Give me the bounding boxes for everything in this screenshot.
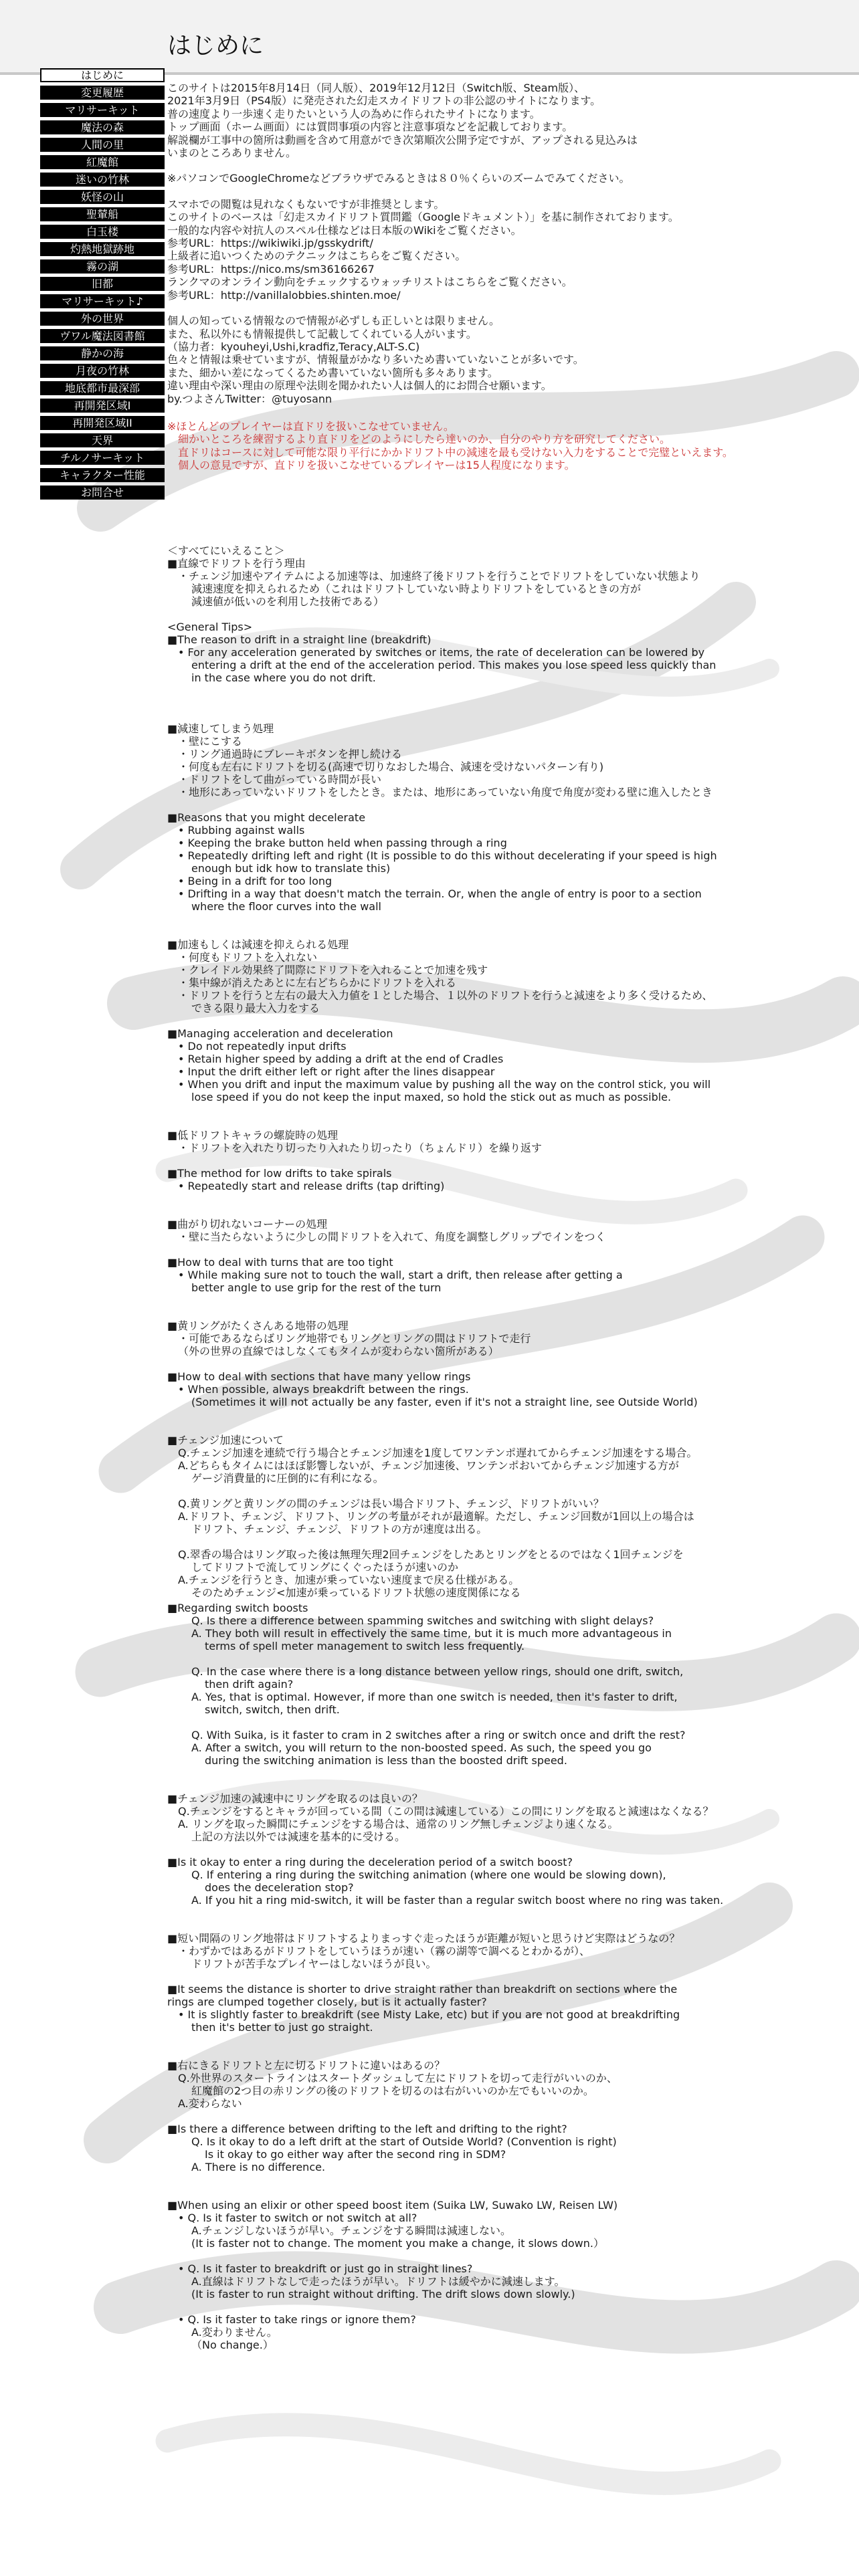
text-line: • It is slightly faster to breakdrift (see Misty Lake, etc) but if you are not good at breakdrifting bbox=[178, 2008, 680, 2021]
text-line: このサイトのベースは「幻走スカイドリフト質問鑑（Googleドキュメント）」を基に制作されております。 bbox=[167, 211, 679, 224]
sidebar-item[interactable]: はじめに bbox=[40, 68, 165, 82]
text-line: ゲージ消費量的に圧倒的に有利になる。 bbox=[191, 1472, 384, 1485]
text-line: 直ドリはコースに対して可能な限り平行にかかドリフト中の減速を最も受けない入力をすることで完璧といえます。 bbox=[178, 445, 733, 459]
text-line: better angle to use grip for the rest of the turn bbox=[191, 1281, 442, 1294]
text-line: (It is faster not to change. The moment you make a change, it slows down.） bbox=[191, 2237, 604, 2250]
text-line: Q.チェンジ加速を連続で行う場合とチェンジ加速を1度してワンテンポ遅れてからチェンジ加速をする場合。 bbox=[178, 1446, 698, 1459]
section-heading: ■黄リングがたくさんある地帯の処理 bbox=[167, 1319, 349, 1332]
spacer bbox=[167, 2110, 836, 2123]
text-line: • Keeping the brake button held when passing through a ring bbox=[178, 837, 507, 849]
section-heading: ■短い間隔のリング地帯はドリフトするよりまっすぐ走ったほうが距離が短いと思うけど実際はどうなの？ bbox=[167, 1932, 680, 1945]
text-line: ・集中線が消えたあとに左右どちらかにドリフトを入れる bbox=[178, 976, 457, 989]
text-line: （協力者：kyouheyi,Ushi,kradfiz,Teracy,ALT-S.C) bbox=[167, 340, 420, 353]
sidebar-item[interactable]: 再開発区域II bbox=[40, 416, 165, 430]
text-line: A.どちらもタイムにはほぼ影響しないが、チェンジ加速後、ワンテンポおいてからチェンジ加速する方が bbox=[178, 1459, 679, 1472]
text-line: • When possible, always breakdrift between the rings. bbox=[178, 1383, 469, 1396]
section-heading: ■低ドリフトキャラの螺旋時の処理 bbox=[167, 1129, 339, 1142]
spacer bbox=[167, 1907, 836, 1932]
spacer bbox=[167, 1294, 836, 1319]
text-line: 個人の意見ですが、直ドリを扱いこなせているプレイヤーは15人程度になります。 bbox=[178, 459, 575, 472]
text-line: • For any acceleration generated by switches or items, the rate of deceleration can be lowered by bbox=[178, 646, 705, 659]
sidebar-item[interactable]: 静かの海 bbox=[40, 346, 165, 360]
section-heading: ■The method for low drifts to take spirals bbox=[167, 1167, 392, 1180]
sidebar-item[interactable]: キャラクター性能 bbox=[40, 468, 165, 482]
text-line: 参考URL：http://vanillalobbies.shinten.moe/ bbox=[167, 288, 401, 302]
intro-paragraph-about bbox=[167, 82, 769, 159]
text-line: Q.外世界のスタートラインはスタートダッシュして左にドリフトを切って走行がいいのか、 bbox=[178, 2072, 617, 2084]
intro-paragraph-disclaimer bbox=[167, 314, 769, 405]
text-line: そのためチェンジ<加速が乗っているドリフト状態の速度関係になる bbox=[191, 1586, 521, 1599]
text-line: （No change.） bbox=[191, 2339, 274, 2351]
spacer bbox=[167, 1767, 836, 1792]
text-line: このサイトは2015年8月14日（同人版）、2019年12月12日（Switch版、Steam版）、 bbox=[167, 82, 585, 94]
sidebar-item[interactable]: ヴワル魔法図書館 bbox=[40, 329, 165, 343]
text-line: ドリフトが苦手なプレイヤーはしないほうが良い。 bbox=[191, 1957, 437, 1970]
text-line: (It is faster to run straight without drifting. The drift slows down slowly.) bbox=[191, 2288, 575, 2300]
sidebar-item[interactable]: 再開発区域I bbox=[40, 399, 165, 413]
sidebar-item[interactable]: 魔法の森 bbox=[40, 120, 165, 134]
text-line: Q.翠香の場合はリング取った後は無理矢理2回チェンジをしたあとリングをとるのではなく1回チェンジを bbox=[178, 1548, 684, 1561]
text-line: Q. With Suika, is it faster to cram in 2 switches after a ring or switch once and drift the rest? bbox=[191, 1729, 686, 1741]
spacer bbox=[167, 1358, 836, 1370]
text-line: A.直線はドリフトなしで走ったほうが早い。ドリフトは緩やかに減速します。 bbox=[191, 2275, 565, 2288]
tips-content bbox=[167, 544, 836, 2351]
text-line: Is it okay to go either way after the second ring in SDM? bbox=[205, 2148, 506, 2161]
section-heading: ■Regarding switch boosts bbox=[167, 1602, 308, 1614]
text-line: ・何度もドリフトを入れない bbox=[178, 951, 318, 964]
sidebar-item[interactable]: 地底都市最深部 bbox=[40, 381, 165, 395]
section-heading: ■Reasons that you might decelerate bbox=[167, 811, 366, 824]
text-line: • While making sure not to touch the wall, start a drift, then release after getting a bbox=[178, 1269, 623, 1281]
text-line: Q. In the case where there is a long distance between yellow rings, should one drift, switch, bbox=[191, 1665, 684, 1678]
section-heading: ■How to deal with sections that have many yellow rings bbox=[167, 1370, 471, 1383]
text-line: A. リングを取った瞬間にチェンジをする場合は、通常のリング無しチェンジより速くなる。 bbox=[178, 1818, 619, 1830]
text-line: enough but idk how to translate this) bbox=[191, 862, 391, 875]
text-line: トップ画面（ホーム画面）には質問事項の内容と注意事項などを記載しております。 bbox=[167, 120, 573, 134]
text-line: 減速速度を抑えられるため（これはドリフトしていない時よりドリフトをしているときの方が bbox=[191, 582, 642, 595]
text-line: A. After a switch, you will return to the non-boosted speed. As such, the speed you go bbox=[191, 1741, 652, 1754]
text-line: 細かいところを練習するより直ドリをどのようにしたら達いのか、自分のやり方を研究してください。 bbox=[178, 433, 671, 446]
intro-paragraph-references bbox=[167, 198, 769, 302]
section-heading: ■チェンジ加速の減速中にリングを取るのは良いの？ bbox=[167, 1792, 423, 1805]
sidebar-item[interactable]: 人間の里 bbox=[40, 138, 165, 152]
sidebar-item[interactable]: 外の世界 bbox=[40, 312, 165, 326]
header-bar bbox=[0, 0, 859, 75]
spacer bbox=[167, 2300, 836, 2313]
text-line: ・ドリフトを行うと左右の最大入力値を１とした場合、１以外のドリフトを行うと減速をより多く受けるため、 bbox=[178, 989, 713, 1002]
spacer bbox=[167, 1716, 836, 1729]
text-line: 減速値が低いのを利用した技術である） bbox=[191, 595, 385, 608]
text-line: 上級者に追いつくためのテクニックはこちらをご覧ください。 bbox=[167, 249, 466, 263]
intro-warning bbox=[167, 420, 769, 472]
spacer bbox=[167, 1014, 836, 1027]
sidebar-item[interactable]: 迷いの竹林 bbox=[40, 173, 165, 187]
section-heading: ■曲がり切れないコーナーの処理 bbox=[167, 1218, 328, 1230]
text-line: • Repeatedly drifting left and right (It is possible to do this without decelerating if your speed is high bbox=[178, 849, 717, 862]
spacer bbox=[167, 1535, 836, 1548]
text-line: terms of spell meter management to switch less frequently. bbox=[205, 1640, 525, 1652]
text-line: Q.黄リングと黄リングの間のチェンジは長い場合ドリフト、チェンジ、ドリフトがいい？ bbox=[178, 1497, 604, 1510]
text-line: A. Yes, that is optimal. However, if more than one switch is needed, then it's faster to drift, bbox=[191, 1691, 678, 1703]
text-line: 上記の方法以外では減速を基本的に受ける。 bbox=[191, 1830, 406, 1843]
sidebar-item[interactable]: 聖輦船 bbox=[40, 207, 165, 221]
text-line: switch, switch, then drift. bbox=[205, 1703, 340, 1716]
sidebar-item[interactable]: マリサーキット bbox=[40, 103, 165, 117]
text-line: A. They both will result in effectively the same time, but it is much more advantageous in bbox=[191, 1627, 672, 1640]
spacer bbox=[167, 1408, 836, 1434]
text-line: ・ドリフトを入れたり切ったり入れたり切ったり（ちょんドリ）を繰り返す bbox=[178, 1142, 543, 1154]
text-line: lose speed if you do not keep the input maxed, so hold the stick out as much as possible. bbox=[191, 1091, 672, 1103]
section-heading: ■How to deal with turns that are too tight bbox=[167, 1256, 393, 1269]
spacer bbox=[167, 1485, 836, 1497]
text-line: Q. Is it okay to do a left drift at the start of Outside World? (Convention is right) bbox=[191, 2135, 617, 2148]
section-heading: ■チェンジ加速について bbox=[167, 1434, 284, 1446]
text-line: A. If you hit a ring mid-switch, it will be faster than a regular switch boost where no ring was taken. bbox=[191, 1894, 724, 1907]
section-heading: ■右にきるドリフトと左に切るドリフトに違いはあるの？ bbox=[167, 2059, 446, 2072]
text-line: • Q. Is it faster to take rings or ignore them? bbox=[178, 2313, 416, 2326]
text-line: • Rubbing against walls bbox=[178, 824, 305, 837]
text-line: • Input the drift either left or right after the lines disappear bbox=[178, 1065, 495, 1078]
text-line: rings are clumped together closely, but is it actually faster? bbox=[167, 1996, 487, 2008]
text-line: during the switching animation is less than the boosted drift speed. bbox=[205, 1754, 567, 1767]
spacer bbox=[167, 1970, 836, 1983]
section-heading: ■Is there a difference between drifting to the left and drifting to the right? bbox=[167, 2123, 567, 2135]
text-line: A.ドリフト、チェンジ、ドリフト、リングの考量がそれが最適解。ただし、チェンジ回数が1回以上の場合は bbox=[178, 1510, 694, 1523]
text-line: ・クレイドル効果終了間際にドリフトを入れることで加速を残す bbox=[178, 964, 488, 976]
sidebar-item[interactable]: 天界 bbox=[40, 433, 165, 447]
text-line: by.つよさんTwitter：@tuyosann bbox=[167, 392, 332, 405]
spacer bbox=[167, 1652, 836, 1665]
sidebar-item[interactable]: チルノサーキット bbox=[40, 451, 165, 465]
text-line: ・可能であるならばリング地帯でもリングとリングの間はドリフトで走行 bbox=[178, 1332, 531, 1345]
text-line: A. There is no difference. bbox=[191, 2161, 326, 2173]
text-line: 普の速度より一歩速く走りたいという人の為めに作られたサイトになります。 bbox=[167, 107, 541, 120]
text-line: • Retain higher speed by adding a drift at the end of Cradles bbox=[178, 1053, 504, 1065]
zoom-note: ※パソコンでGoogleChromeなどブラウザでみるときは８０％くらいのズームでみてください。 bbox=[167, 172, 630, 185]
text-line: ・リング通過時にブレーキボタンを押し続ける bbox=[178, 748, 403, 760]
text-line: ・壁に当たらないように少しの間ドリフトを入れて、角度を調整しグリップでインをつく bbox=[178, 1230, 606, 1243]
text-line: A.変わらない bbox=[178, 2097, 242, 2110]
spacer bbox=[167, 1192, 836, 1218]
section-heading: ■直線でドリフトを行う理由 bbox=[167, 557, 306, 570]
section-heading: ■Is it okay to enter a ring during the deceleration period of a switch boost? bbox=[167, 1856, 573, 1868]
spacer bbox=[167, 913, 836, 938]
intro-section bbox=[167, 82, 769, 472]
spacer bbox=[167, 1243, 836, 1256]
spacer bbox=[167, 608, 836, 621]
text-line: • Q. Is it faster to breakdrift or just go in straight lines? bbox=[178, 2262, 473, 2275]
spacer bbox=[167, 2173, 836, 2199]
text-line: A.チェンジを行うとき、加速が乗っていない速度まで戻る仕様がある。 bbox=[178, 1574, 520, 1586]
text-line: してドリフトで流してリングにくぐったほうが速いのか bbox=[191, 1561, 459, 1574]
sidebar-item[interactable]: 紅魔館 bbox=[40, 155, 165, 169]
text-line: • Do not repeatedly input drifts bbox=[178, 1040, 347, 1053]
spacer bbox=[167, 1154, 836, 1167]
text-line: ドリフト、チェンジ、チェンジ、ドリフトの方が速度は出る。 bbox=[191, 1523, 488, 1535]
sidebar-item[interactable]: 月夜の竹林 bbox=[40, 364, 165, 378]
sidebar-item[interactable]: 白玉楼 bbox=[40, 225, 165, 239]
text-line: • When you drift and input the maximum value by pushing all the way on the control stick, you will bbox=[178, 1078, 711, 1091]
text-line: 参考URL：https://wikiwiki.jp/gsskydrift/ bbox=[167, 237, 373, 250]
text-line: • Being in a drift for too long bbox=[178, 875, 332, 887]
text-line: ※ほとんどのプレイヤーは直ドリを扱いこなせていません。 bbox=[167, 419, 454, 433]
sidebar-item[interactable]: 灼熱地獄跡地 bbox=[40, 242, 165, 256]
text-line: • Drifting in a way that doesn't match the terrain. Or, when the angle of entry is poor to a section bbox=[178, 887, 702, 900]
text-line: <General Tips> bbox=[167, 621, 253, 633]
text-line: （外の世界の直線ではしなくてもタイムが変わらない箇所がある） bbox=[178, 1345, 499, 1358]
text-line: 2021年3月9日（PS4版）に発売された幻走スカイドリフトの非公認のサイトになります。 bbox=[167, 94, 601, 108]
text-line: 紅魔館の2つ目の赤リングの後のドリフトを切るのは右がいいのか左でもいいのか。 bbox=[191, 2084, 594, 2097]
section-heading: ■When using an elixir or other speed boost item (Suika LW, Suwako LW, Reisen LW) bbox=[167, 2199, 618, 2212]
text-line: ・何度も左右にドリフトを切る(高速で切りなおした場合、減速を受けないパターン有り) bbox=[178, 760, 604, 773]
text-line: いまのところありません。 bbox=[167, 146, 296, 160]
text-line: ・わずかではあるがドリフトをしていうほうが速い（霧の湖等で調べるとわかるが）、 bbox=[178, 1945, 591, 1957]
text-line: where the floor curves into the wall bbox=[191, 900, 381, 913]
spacer bbox=[167, 1103, 836, 1129]
spacer bbox=[167, 1843, 836, 1856]
text-line: ・地形にあっていないドリフトをしたとき。または、地形にあっていない角度で角度が変わる壁に進入したとき bbox=[178, 786, 713, 798]
sidebar-item[interactable]: 変更履歴 bbox=[40, 86, 165, 100]
text-line: Q. Is there a difference between spamming switches and switching with slight delays? bbox=[191, 1614, 654, 1627]
sidebar-item[interactable]: お問合せ bbox=[40, 486, 165, 500]
text-line: 個人の知っている情報なので情報が必ずしも正しいとは限りません。 bbox=[167, 314, 500, 328]
sidebar-item[interactable]: 旧都 bbox=[40, 277, 165, 291]
text-line: then drift again? bbox=[205, 1678, 294, 1691]
section-heading: ■It seems the distance is shorter to drive straight rather than breakdrift on sections where the bbox=[167, 1983, 678, 1996]
section-heading: ■The reason to drift in a straight line (breakdrift) bbox=[167, 633, 432, 646]
text-line: また、細かい差になってくるため書いていない箇所も多々あります。 bbox=[167, 366, 498, 379]
text-line: ランクマのオンライン動向をチェックするウォッチリストはこちらをご覧ください。 bbox=[167, 276, 573, 289]
text-line: entering a drift at the end of the acceleration period. This makes you lose speed less quickly than bbox=[191, 659, 717, 671]
text-line: ＜すべてにいえること＞ bbox=[167, 544, 285, 557]
spacer bbox=[167, 2034, 836, 2059]
text-line: できる限り最大入力をする bbox=[191, 1002, 320, 1014]
text-line: 違い理由や深い理由の原理や法則を聞かれたい人は個人的にお問合せ願います。 bbox=[167, 379, 552, 393]
sidebar-item[interactable]: 霧の湖 bbox=[40, 259, 165, 274]
text-line: ・チェンジ加速やアイテムによる加速等は、加速終了後ドリフトを行うことでドリフトをしていない状態より bbox=[178, 570, 700, 582]
sidebar-nav bbox=[40, 68, 165, 503]
text-line: 一般的な内容や対抗人のスペル仕様などは日本版のWikiをご覧ください。 bbox=[167, 223, 522, 237]
text-line: また、私以外にも情報提供して記載してくれている人がいます。 bbox=[167, 327, 477, 340]
text-line: then it's better to just go straight. bbox=[191, 2021, 373, 2034]
page-title: はじめに bbox=[167, 32, 264, 60]
spacer bbox=[167, 2250, 836, 2262]
text-line: 色々と情報は乗せていますが、情報量がかなり多いため書いていないことが多いです。 bbox=[167, 353, 584, 366]
text-line: ・ドリフトをして曲がっている時間が長い bbox=[178, 773, 382, 786]
section-heading: ■減速してしまう処理 bbox=[167, 722, 274, 735]
text-line: in the case where you do not drift. bbox=[191, 671, 376, 684]
sidebar-item[interactable]: マリサーキット♪ bbox=[40, 294, 165, 308]
text-line: 参考URL：https://nico.ms/sm36166267 bbox=[167, 262, 375, 276]
text-line: • Q. Is it faster to switch or not switch at all? bbox=[178, 2212, 417, 2224]
text-line: does the deceleration stop? bbox=[205, 1881, 354, 1894]
spacer bbox=[167, 684, 836, 722]
text-line: Q. If entering a ring during the switching animation (where one would be slowing down), bbox=[191, 1868, 666, 1881]
text-line: A.変わりません。 bbox=[191, 2326, 278, 2339]
text-line: (Sometimes it will not actually be any faster, even if it's not a straight line, see Outside World) bbox=[191, 1396, 698, 1408]
section-heading: ■加速もしくは減速を抑えられる処理 bbox=[167, 938, 349, 951]
text-line: ・壁にこする bbox=[178, 735, 243, 748]
sidebar-item[interactable]: 妖怪の山 bbox=[40, 190, 165, 204]
section-heading: ■Managing acceleration and deceleration bbox=[167, 1027, 393, 1040]
text-line: • Repeatedly start and release drifts (tap drifting) bbox=[178, 1180, 445, 1192]
text-line: Q.チェンジをするとキャラが回っている間（この間は減速している）この間にリングを取ると減速はなくなる？ bbox=[178, 1805, 714, 1818]
spacer bbox=[167, 798, 836, 811]
text-line: スマホでの閲覧は見れなくもないですが非推奨とします。 bbox=[167, 197, 445, 211]
text-line: A.チェンジしないほうが早い。チェンジをする瞬間は減速しない。 bbox=[191, 2224, 511, 2237]
text-line: 解説欄が工事中の箇所は動画を含めて用意ができ次第順次公開予定ですが、アップされる見込みは bbox=[167, 133, 638, 146]
